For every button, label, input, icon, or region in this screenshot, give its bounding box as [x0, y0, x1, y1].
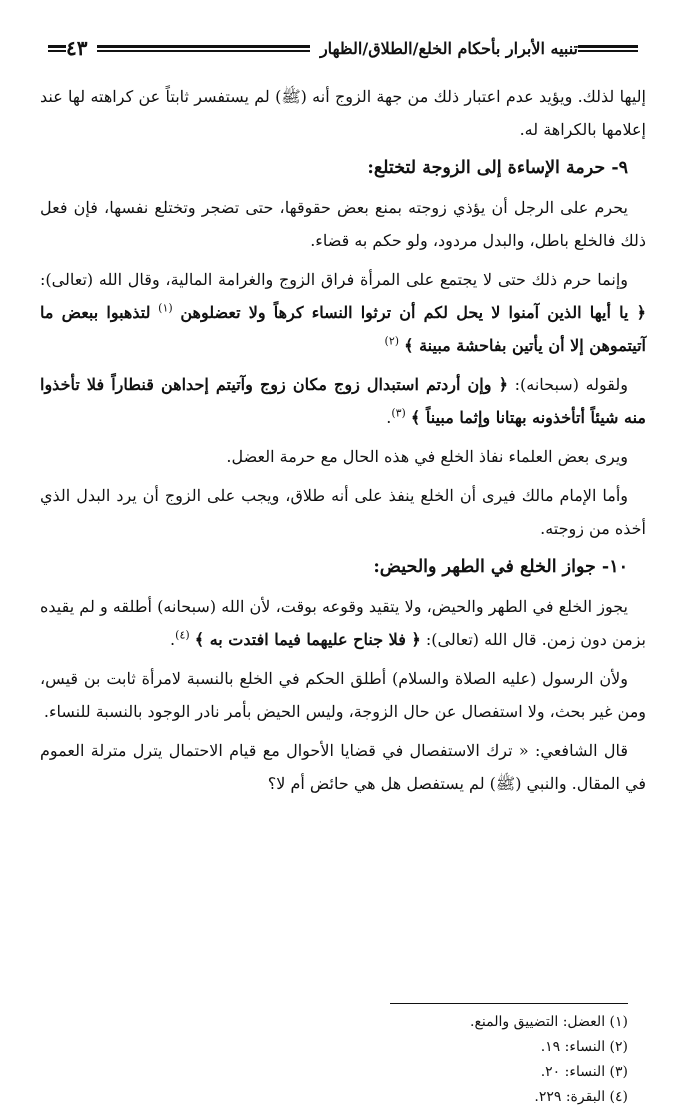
quran-verse-1a: ﴿ يا أيها الذين آمنوا لا يحل لكم أن ترثوا النساء كرهاً ولا تعضلوهن: [180, 303, 646, 322]
section-heading-9: ٩- حرمة الإساءة إلى الزوجة لتختلع:: [367, 158, 628, 178]
paragraph-1: إليها لذلك. ويؤيد عدم اعتبار ذلك من جهة الزوج أنه (ﷺ) لم يستفسر ثابتاً عن كراهته لها عند إعلامها بالكراهة له.: [40, 87, 646, 139]
paragraph-4-intro: ولقوله (سبحانه):: [514, 375, 629, 394]
footnote-separator: [390, 1003, 628, 1004]
header-rule-left: [48, 45, 66, 52]
footnote-1: (١) العضل: التضييق والمنع.: [470, 1014, 628, 1030]
paragraph-7-intro: يجوز الخلع في الطهر والحيض، ولا يتقيد وقوعه بوقت، لأن الله (سبحانه) أطلقه و لم يقيده بزمن دون زمن. قال الله (تعالى):: [40, 597, 646, 649]
paragraph-2: يحرم على الرجل أن يؤذي زوجته بمنع بعض حقوقها، حتى تضجر وتختلع نفسها، فإن فعل ذلك فالخلع باطل، والبدل مردود، ولو حكم به قضاء.: [40, 198, 646, 250]
footnote-4: (٤) البقرة: ٢٢٩.: [534, 1089, 628, 1105]
page: [40, 28, 646, 1105]
footnote-ref-2: (٢): [384, 334, 400, 348]
paragraph-4: ولقوله (سبحانه): ﴿ وإن أردتم استبدال زوج مكان زوج وآتيتم إحداهن قنطاراً فلا تأخذوا منه شيئاً أتأخذونه بهتانا وإثما مبيناً ﴾ $^{(٣)}$.: [40, 375, 646, 427]
page-number: ٤٣: [66, 36, 88, 60]
paragraph-5: ويرى بعض العلماء نفاذ الخلع في هذه الحال مع حرمة العضل.: [226, 447, 628, 466]
footnotes: [40, 1003, 628, 1110]
quran-verse-2: ﴿ وإن أردتم استبدال زوج مكان زوج وآتيتم إحداهن قنطاراً فلا تأخذوا منه شيئاً أتأخذونه بهتانا وإثما مبيناً ﴾: [40, 375, 646, 427]
paragraph-6: وأما الإمام مالك فيرى أن الخلع ينفذ على أنه طلاق، ويجب على الزوج أن يرد البدل الذي أخذه من زوجته.: [40, 486, 646, 538]
book-title: تنبيه الأبرار بأحكام الخلع/الطلاق/الظهار: [319, 38, 578, 58]
running-header: [40, 28, 646, 68]
page-body: [40, 80, 646, 800]
footnote-ref-1: (١): [158, 301, 173, 315]
paragraph-9: قال الشافعي: « ترك الاستفصال في قضايا الأحوال مع قيام الاحتمال يترل مترلة العموم في المقال. والنبي (ﷺ) لم يستفصل هل هي حائض أم لا؟: [40, 741, 646, 793]
paragraph-3: [40, 263, 646, 362]
quran-verse-1b: لتذهبوا ببعض ما آتيتموهن إلا أن يأتين بفاحشة مبينة ﴾: [40, 303, 646, 355]
footnote-2: (٢) النساء: ١٩.: [540, 1039, 628, 1055]
paragraph-8: ولأن الرسول (عليه الصلاة والسلام) أطلق الحكم في الخلع بالنسبة لامرأة ثابت بن قيس، ومن غير بحث، ولا استفصال عن حال الزوجة، وليس الحيض بأمر نادر الوجود بالنسبة للنساء.: [40, 669, 646, 721]
header-rule-right: [578, 45, 638, 52]
paragraph-7: يجوز الخلع في الطهر والحيض، ولا يتقيد وقوعه بوقت، لأن الله (سبحانه) أطلقه و لم يقيده بزمن دون زمن. قال الله (تعالى): ﴿ فلا جناح عليهما فيما افتدت به ﴾ $^{(٤)}$.: [40, 597, 646, 649]
header-rule-middle: [97, 45, 309, 52]
quran-verse-3: ﴿ فلا جناح عليهما فيما افتدت به ﴾: [194, 630, 421, 649]
footnote-ref-3: (٣): [391, 406, 406, 420]
footnote-ref-4: (٤): [175, 628, 190, 642]
section-heading-10: ١٠- جواز الخلع في الطهر والحيض:: [373, 557, 628, 577]
footnote-3: (٣) النساء: ٢٠.: [540, 1064, 628, 1080]
paragraph-3-intro: وإنما حرم ذلك حتى لا يجتمع على المرأة فراق الزوج والغرامة المالية، وقال الله (تعالى):: [40, 270, 628, 289]
